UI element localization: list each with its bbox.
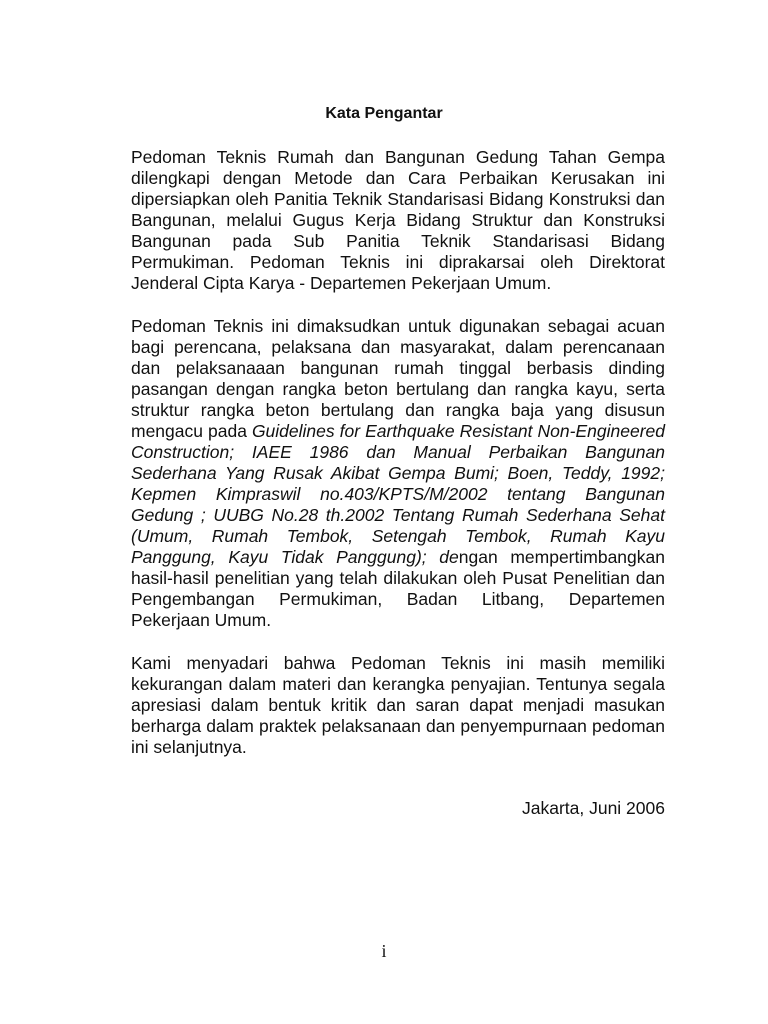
- page-title: Kata Pengantar: [325, 105, 443, 122]
- place-date: Jakarta, Juni 2006: [521, 798, 665, 818]
- paragraph-purpose-references: Guidelines for Earthquake Resistant Non-Engineered Construction; IAEE 1986 dan Manual Perbaikan Bangunan Sederhana Yang Rusak Akibat Gempa Bumi; Boen, Teddy, 1992; Kepmen Kimpraswil no.403/KPTS/M/2002 tentang Bangunan Gedung ; UUBG No.28 th.2002 Tentang Rumah Sederhana Sehat (Umum, Rumah Tembok, Setengah Tembok, Rumah Kayu Panggung, Kayu Tidak Panggung); de: [131, 421, 665, 567]
- paragraph-purpose-outro: ngan mempertimbangkan hasil-hasil penelitian yang telah dilakukan oleh Pusat Penelitian dan Pengembangan Permukiman, Badan Litbang, Departemen Pekerjaan Umum.: [131, 547, 665, 630]
- paragraph-purpose: [131, 316, 665, 631]
- paragraph-purpose-intro: Pedoman Teknis ini dimaksudkan untuk digunakan sebagai acuan bagi perencana, pelaksana dan masyarakat, dalam perencanaan dan pelaksanaaan bangunan rumah tinggal berbasis dinding pasangan dengan rangka beton bertulang dan rangka kayu, serta struktur rangka beton bertulang dan rangka baja yang disusun mengacu pada: [131, 316, 665, 441]
- page-number: i: [381, 941, 387, 961]
- paragraph-acknowledgement: Kami menyadari bahwa Pedoman Teknis ini masih memiliki kekurangan dalam materi dan kerangka penyajian. Tentunya segala apresiasi dalam bentuk kritik dan saran dapat menjadi masukan berharga dalam praktek pelaksanaan dan penyempurnaan pedoman ini selanjutnya.: [131, 653, 665, 757]
- paragraph-introduction: Pedoman Teknis Rumah dan Bangunan Gedung Tahan Gempa dilengkapi dengan Metode dan Cara Perbaikan Kerusakan ini dipersiapkan oleh Panitia Teknik Standarisasi Bidang Konstruksi dan Bangunan, melalui Gugus Kerja Bidang Struktur dan Konstruksi Bangunan pada Sub Panitia Teknik Standarisasi Bidang Permukiman. Pedoman Teknis ini diprakarsai oleh Direktorat Jenderal Cipta Karya - Departemen Pekerjaan Umum.: [131, 147, 665, 293]
